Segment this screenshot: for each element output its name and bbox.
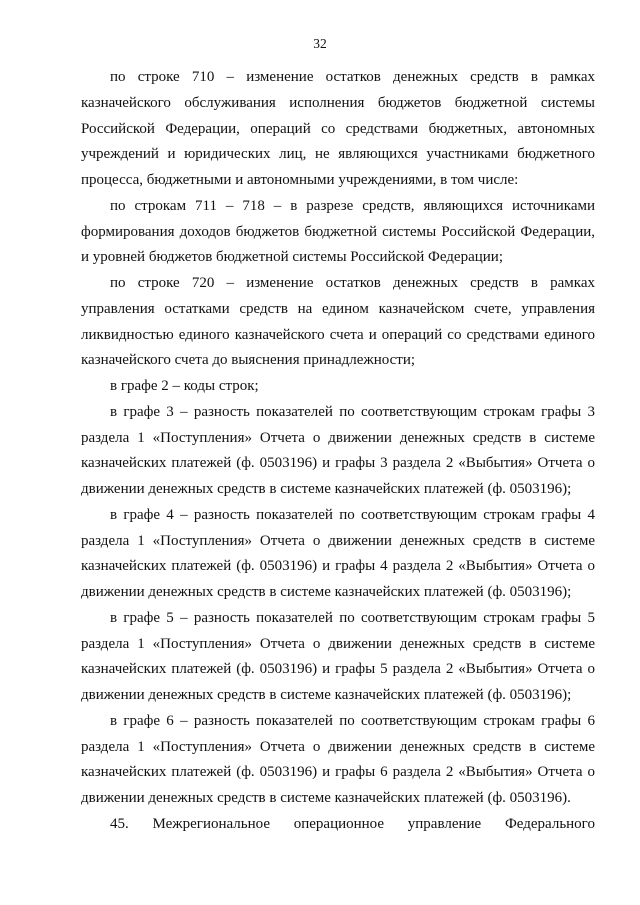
document-body: [81, 65, 595, 838]
paragraph-column-3: в графе 3 – разность показателей по соответствующим строкам графы 3 раздела 1 «Поступления» Отчета о движении денежных средств в системе казначейских платежей (ф. 0503196) и графы 3 раздела 2 «Выбытия» Отчета о движении денежных средств в системе казначейских платежей (ф. 0503196);: [81, 403, 595, 497]
item-45-word-1: Межрегиональное: [152, 815, 270, 832]
item-45-word-2: операционное: [293, 815, 385, 832]
paragraph-column-2: в графе 2 – коды строк;: [110, 378, 259, 394]
paragraph-column-6: в графе 6 – разность показателей по соответствующим строкам графы 6 раздела 1 «Поступления» Отчета о движении денежных средств в системе казначейских платежей (ф. 0503196) и графы 6 раздела 2 «Выбытия» Отчета о движении денежных средств в системе казначейских платежей (ф. 0503196).: [81, 712, 595, 806]
item-45-heading: [81, 812, 595, 838]
page-number: 32: [313, 36, 327, 51]
item-45-number: 45.: [110, 815, 129, 832]
item-45-word-3: управление: [407, 815, 482, 832]
paragraph-column-4: в графе 4 – разность показателей по соответствующим строкам графы 4 раздела 1 «Поступления» Отчета о движении денежных средств в системе казначейских платежей (ф. 0503196) и графы 4 раздела 2 «Выбытия» Отчета о движении денежных средств в системе казначейских платежей (ф. 0503196);: [81, 506, 595, 600]
paragraph-line-720: по строке 720 – изменение остатков денежных средств в рамках управления остатками средств на едином казначейском счете, управления ликвидностью единого казначейского счета и операций со средствами единого казначейского счета до выяснения принадлежности;: [81, 275, 595, 369]
item-45-word-4: Федерального: [504, 815, 595, 832]
paragraph-lines-711-718: по строкам 711 – 718 – в разрезе средств, являющихся источниками формирования доходов бюджетов бюджетной системы Российской Федерации, и уровней бюджетов бюджетной системы Российской Федерации;: [81, 197, 595, 266]
paragraph-line-710: по строке 710 – изменение остатков денежных средств в рамках казначейского обслуживания исполнения бюджетов бюджетной системы Российской Федерации, операций со средствами бюджетных, автономных учреждений и юридических лиц, не являющихся участниками бюджетного процесса, бюджетными и автономными учреждениями, в том числе:: [81, 69, 595, 188]
paragraph-column-5: в графе 5 – разность показателей по соответствующим строкам графы 5 раздела 1 «Поступления» Отчета о движении денежных средств в системе казначейских платежей (ф. 0503196) и графы 5 раздела 2 «Выбытия» Отчета о движении денежных средств в системе казначейских платежей (ф. 0503196);: [81, 609, 595, 703]
